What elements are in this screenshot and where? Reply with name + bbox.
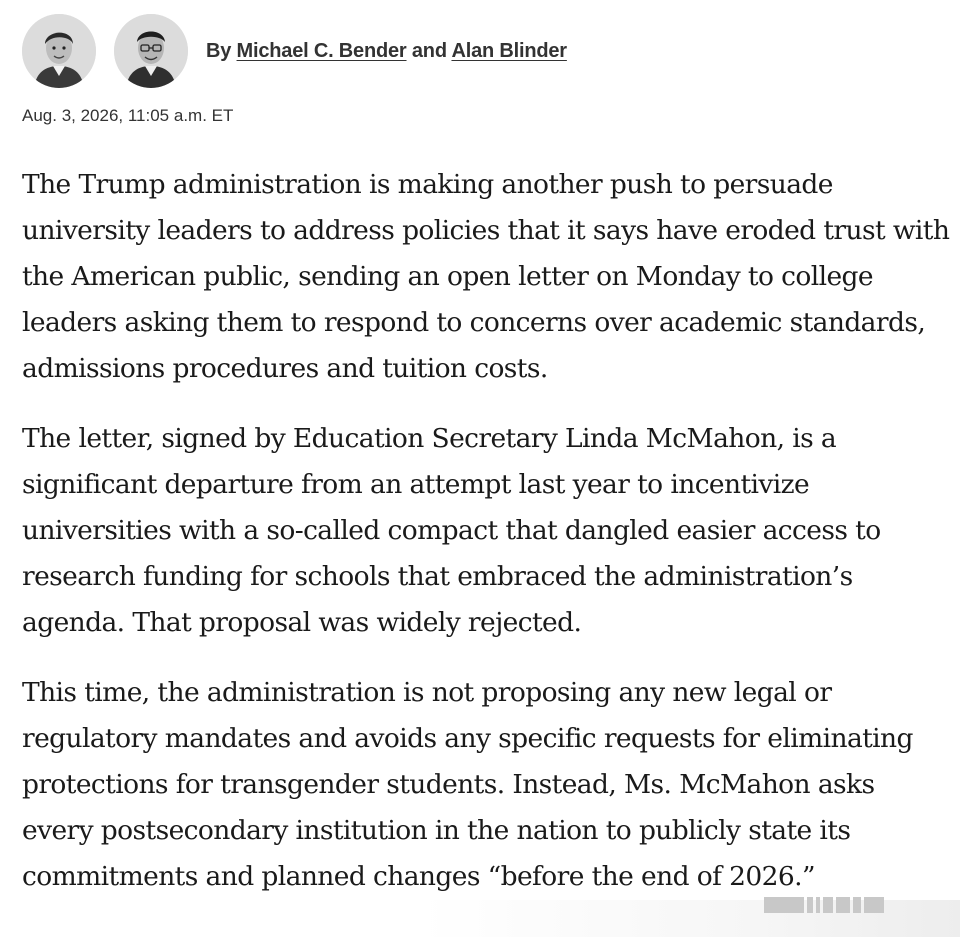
publish-timestamp: Aug. 3, 2026, 11:05 a.m. ET xyxy=(22,106,234,125)
article-paragraph: The letter, signed by Education Secretary Linda McMahon, is a significant departure from an attempt last year to incentivize universities with a so-called compact that dangled easier access to research funding for schools that embraced the administration’s agenda. That proposal was widely rejected. xyxy=(22,423,881,638)
scroll-indicator[interactable] xyxy=(764,893,944,917)
author-link-2[interactable]: Alan Blinder xyxy=(451,39,567,62)
author-avatar-1[interactable] xyxy=(22,14,96,88)
byline-row xyxy=(22,12,567,90)
byline-prefix: By xyxy=(206,39,232,62)
byline xyxy=(206,40,567,63)
author-photo-icon xyxy=(22,14,96,88)
byline-conjunction: and xyxy=(411,39,447,62)
article-body xyxy=(22,162,952,924)
article-paragraph: The Trump administration is making another push to persuade university leaders to address policies that it says have eroded trust with the American public, sending an open letter on Monday to college leaders asking them to respond to concerns over academic standards, admissions procedures and tuition costs. xyxy=(22,169,950,384)
article-paragraph: This time, the administration is not proposing any new legal or regulatory mandates and avoids any specific requests for eliminating protections for transgender students. Instead, Ms. McMahon asks every postsecondary institution in the nation to publicly state its commitments and planned changes “before the end of 2026.” xyxy=(22,677,913,892)
author-link-1[interactable]: Michael C. Bender xyxy=(236,39,407,62)
author-photo-icon xyxy=(114,14,188,88)
author-avatar-2[interactable] xyxy=(114,14,188,88)
